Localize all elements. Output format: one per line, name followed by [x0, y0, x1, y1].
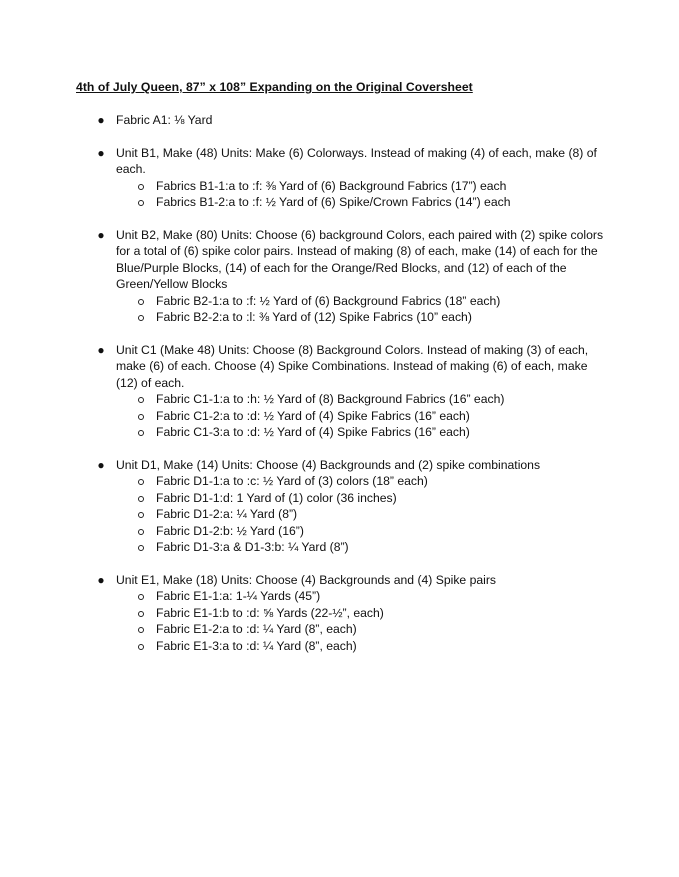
fabric-item: Fabric E1-1:a: 1-¼ Yards (45”) — [116, 588, 616, 604]
bullet-icon: ● — [97, 228, 105, 242]
fabric-item: Fabric B2-1:a to :f: ½ Yard of (6) Background Fabrics (18” each) — [116, 293, 616, 309]
circle-bullet-icon — [138, 299, 144, 305]
circle-bullet-icon — [138, 529, 144, 535]
fabric-item: Fabric C1-3:a to :d: ½ Yard of (4) Spike Fabrics (16” each) — [116, 424, 616, 440]
unit-description: Fabric A1: ⅛ Yard — [116, 113, 213, 127]
unit-b1 — [97, 145, 616, 211]
fabric-item: Fabric C1-2:a to :d: ½ Yard of (4) Spike Fabrics (16” each) — [116, 408, 616, 424]
unit-e1 — [97, 572, 616, 654]
fabric-list — [116, 293, 616, 326]
unit-b2 — [97, 227, 616, 325]
circle-bullet-icon — [138, 397, 144, 403]
bullet-icon: ● — [97, 573, 105, 587]
fabric-item: Fabric D1-1:a to :c: ½ Yard of (3) colors (18” each) — [116, 473, 616, 489]
unit-d1 — [97, 457, 616, 555]
unit-description: Unit E1, Make (18) Units: Choose (4) Backgrounds and (4) Spike pairs — [116, 573, 497, 587]
circle-bullet-icon — [138, 594, 144, 600]
circle-bullet-icon — [138, 644, 144, 650]
unit-description: Unit B2, Make (80) Units: Choose (6) background Colors, each paired with (2) spike colors for a total of (6) spike color pairs. Instead of making (8) of each, make (14) of each for the Blue/Purple Blocks, (14) of each for the Orange/Red Blocks, and (12) of each of the Green/Yellow Blocks — [116, 228, 604, 292]
fabric-item: Fabric D1-2:a: ¼ Yard (8”) — [116, 506, 616, 522]
circle-bullet-icon — [138, 496, 144, 502]
bullet-icon: ● — [97, 343, 105, 357]
circle-bullet-icon — [138, 611, 144, 617]
bullet-icon: ● — [97, 113, 105, 127]
circle-bullet-icon — [138, 479, 144, 485]
circle-bullet-icon — [138, 512, 144, 518]
circle-bullet-icon — [138, 184, 144, 190]
fabric-item: Fabric E1-2:a to :d: ¼ Yard (8”, each) — [116, 621, 616, 637]
document-title: 4th of July Queen, 87” x 108” Expanding on the Original Coversheet — [76, 80, 473, 94]
fabric-item: Fabric B2-2:a to :l: ⅜ Yard of (12) Spike Fabrics (10” each) — [116, 309, 616, 325]
fabric-item: Fabric C1-1:a to :h: ½ Yard of (8) Background Fabrics (16” each) — [116, 391, 616, 407]
fabric-item: Fabric E1-1:b to :d: ⅝ Yards (22-½”, each) — [116, 605, 616, 621]
fabric-item: Fabric D1-2:b: ½ Yard (16”) — [116, 523, 616, 539]
unit-description: Unit C1 (Make 48) Units: Choose (8) Background Colors. Instead of making (3) of each, make (6) of each. Choose (4) Spike Combinations. Instead of making (6) of each, make (12) of each. — [116, 343, 589, 390]
fabric-item: Fabric D1-3:a & D1-3:b: ¼ Yard (8”) — [116, 539, 616, 555]
circle-bullet-icon — [138, 200, 144, 206]
unit-description: Unit D1, Make (14) Units: Choose (4) Backgrounds and (2) spike combinations — [116, 458, 541, 472]
fabric-list — [116, 588, 616, 654]
unit-c1 — [97, 342, 616, 440]
fabric-list — [116, 391, 616, 440]
circle-bullet-icon — [138, 430, 144, 436]
circle-bullet-icon — [138, 627, 144, 633]
fabric-item: Fabrics B1-1:a to :f: ⅜ Yard of (6) Background Fabrics (17”) each — [116, 178, 616, 194]
unit-description: Unit B1, Make (48) Units: Make (6) Colorways. Instead of making (4) of each, make (8) of each. — [116, 146, 597, 177]
circle-bullet-icon — [138, 545, 144, 551]
fabric-list — [116, 178, 616, 211]
fabric-item: Fabric D1-1:d: 1 Yard of (1) color (36 inches) — [116, 490, 616, 506]
fabric-item: Fabric E1-3:a to :d: ¼ Yard (8”, each) — [116, 638, 616, 654]
unit-a1 — [97, 112, 616, 128]
fabric-item: Fabrics B1-2:a to :f: ½ Yard of (6) Spike/Crown Fabrics (14”) each — [116, 194, 616, 210]
bullet-icon: ● — [97, 458, 105, 472]
fabric-list — [116, 473, 616, 555]
circle-bullet-icon — [138, 414, 144, 420]
bullet-icon: ● — [97, 146, 105, 160]
circle-bullet-icon — [138, 315, 144, 321]
